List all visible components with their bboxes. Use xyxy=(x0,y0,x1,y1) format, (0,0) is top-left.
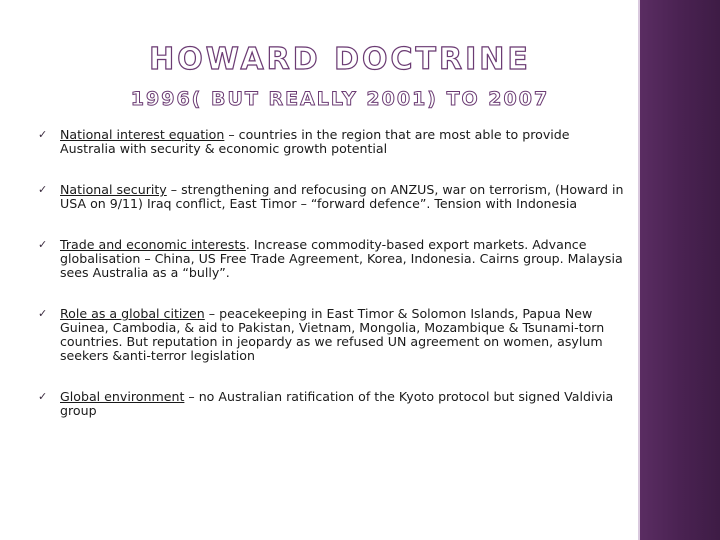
checkmark-icon: ✓ xyxy=(38,238,48,251)
slide-title: HOWARD DOCTRINE xyxy=(149,42,531,77)
sidebar-divider xyxy=(638,0,640,540)
bullet-text: – strengthening and refocusing on ANZUS, war on terrorism, (Howard in USA on 9/11) Iraq conflict, East Timor – “forward defence”. Tension with Indonesia xyxy=(60,182,624,211)
bullet-text: – peacekeeping in East Timor & Solomon Islands, Papua New Guinea, Cambodia, & aid to Pakistan, Vietnam, Mongolia, Mozambique & Tsunami-torn countries. But reputation in jeopardy as we refused UN agreement on women, asylum seekers &anti-terror legislation xyxy=(60,306,605,363)
bullet-term: Role as a global citizen xyxy=(60,306,205,321)
bullet-item-trade-economic xyxy=(38,238,628,280)
bullet-text: – countries in the region that are most able to provide Australia with security & economic growth potential xyxy=(60,127,570,156)
checkmark-icon: ✓ xyxy=(38,183,48,196)
slide-subtitle: 1996( BUT REALLY 2001) TO 2007 xyxy=(130,88,550,110)
bullet-term: Trade and economic interests xyxy=(60,237,246,252)
checkmark-icon: ✓ xyxy=(38,128,48,141)
bullet-term: National security xyxy=(60,182,167,197)
bullet-item-national-interest xyxy=(38,128,628,156)
bullet-item-national-security xyxy=(38,183,628,211)
checkmark-icon: ✓ xyxy=(38,390,48,403)
bullet-text: . Increase commodity-based export markets. Advance globalisation – China, US Free Trade Agreement, Korea, Indonesia. Cairns group. Malaysia sees Australia as a “bully”. xyxy=(60,237,623,280)
bullet-term: Global environment xyxy=(60,389,185,404)
bullet-item-global-environment xyxy=(38,390,628,418)
decorative-sidebar xyxy=(640,0,720,540)
bullet-term: National interest equation xyxy=(60,127,225,142)
bullet-item-global-citizen xyxy=(38,307,628,363)
checkmark-icon: ✓ xyxy=(38,307,48,320)
bullet-text: – no Australian ratification of the Kyoto protocol but signed Valdivia group xyxy=(60,389,614,418)
bullet-list xyxy=(38,128,628,418)
